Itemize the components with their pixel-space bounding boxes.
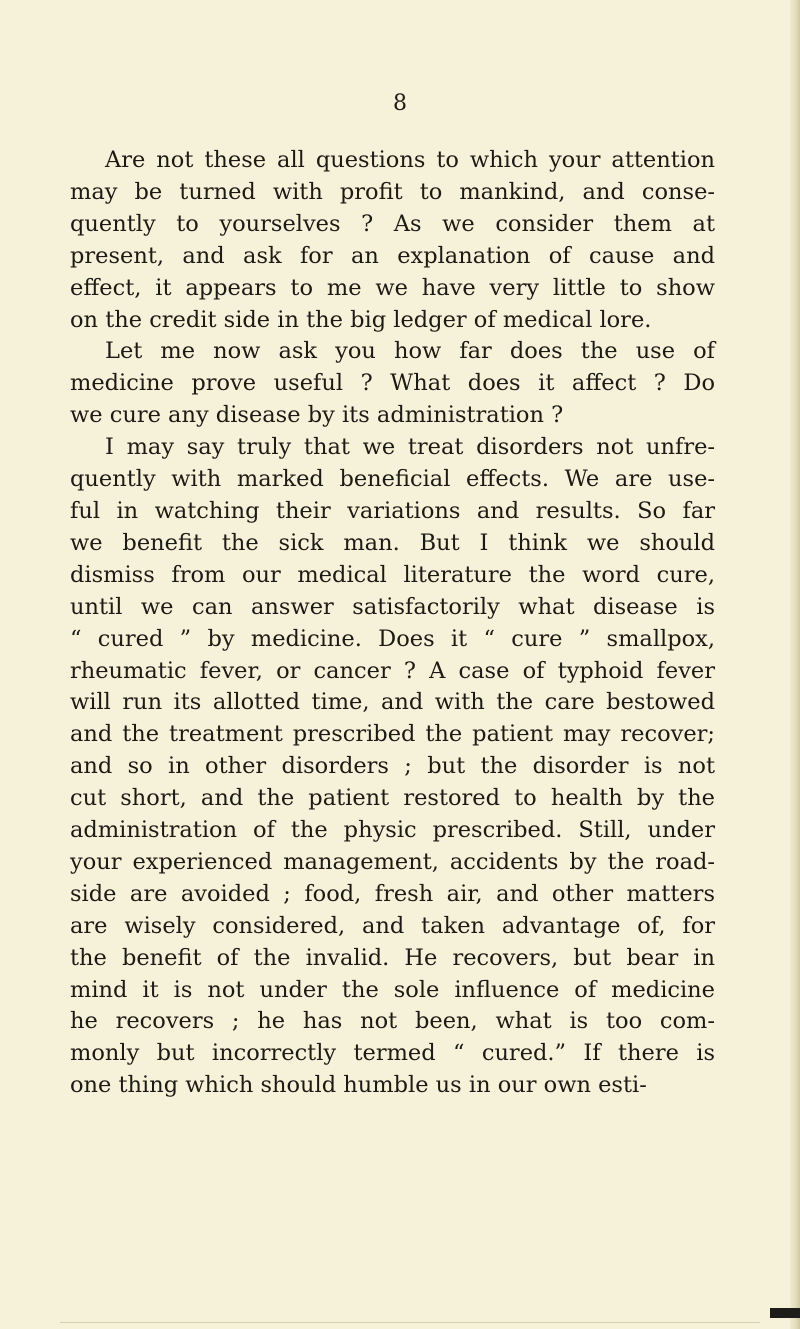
paragraph-2 xyxy=(70,336,715,432)
text-line: quently to yourselves ? As we consider them at xyxy=(70,210,715,237)
text-line: cut short, and the patient restored to health by the xyxy=(70,785,715,812)
page-edge-shadow xyxy=(790,0,800,1329)
text-line: the benefit of the invalid. He recovers, but bear in xyxy=(70,944,715,971)
text-line: until we can answer satisfactorily what disease is xyxy=(70,593,715,620)
body-text xyxy=(70,145,715,1102)
text-line: ful in watching their variations and results. So far xyxy=(70,497,715,524)
text-line: side are avoided ; food, fresh air, and other matters xyxy=(70,880,715,907)
page-bottom-edge xyxy=(60,1322,760,1323)
text-line: we cure any disease by its administration ? xyxy=(70,402,564,429)
text-line: one thing which should humble us in our own esti- xyxy=(70,1072,647,1099)
text-line: rheumatic fever, or cancer ? A case of typhoid fever xyxy=(70,657,715,684)
text-line: “ cured ” by medicine. Does it “ cure ” smallpox, xyxy=(70,625,715,652)
text-line: monly but incorrectly termed “ cured.” If there is xyxy=(70,1040,715,1067)
text-line: are wisely considered, and taken advantage of, for xyxy=(70,912,715,939)
text-line: and so in other disorders ; but the disorder is not xyxy=(70,753,715,780)
text-line: dismiss from our medical literature the word cure, xyxy=(70,561,715,588)
text-line: mind it is not under the sole influence of medicine xyxy=(70,976,715,1003)
text-line: medicine prove useful ? What does it affect ? Do xyxy=(70,370,715,397)
text-line: present, and ask for an explanation of cause and xyxy=(70,242,715,269)
text-line: I may say truly that we treat disorders not unfre- xyxy=(105,434,715,461)
text-line: Are not these all questions to which your attention xyxy=(105,147,715,173)
text-line: administration of the physic prescribed. Still, under xyxy=(70,817,715,844)
text-line: Let me now ask you how far does the use of xyxy=(105,338,715,365)
text-line: effect, it appears to me we have very little to show xyxy=(70,274,715,301)
text-line: quently with marked beneficial effects. We are use- xyxy=(70,466,715,493)
page-number: 8 xyxy=(393,91,407,116)
text-line: will run its allotted time, and with the care bestowed xyxy=(70,689,715,716)
paragraph-3 xyxy=(70,432,715,1102)
text-line: he recovers ; he has not been, what is too com- xyxy=(70,1008,715,1035)
text-line: we benefit the sick man. But I think we should xyxy=(70,529,715,556)
binding-mark xyxy=(770,1308,800,1318)
text-line: and the treatment prescribed the patient may recover; xyxy=(70,721,715,748)
paragraph-1 xyxy=(70,145,715,336)
text-line: may be turned with profit to mankind, and conse- xyxy=(70,178,715,205)
text-line: your experienced management, accidents by the road- xyxy=(70,848,715,875)
text-line: on the credit side in the big ledger of medical lore. xyxy=(70,306,652,333)
